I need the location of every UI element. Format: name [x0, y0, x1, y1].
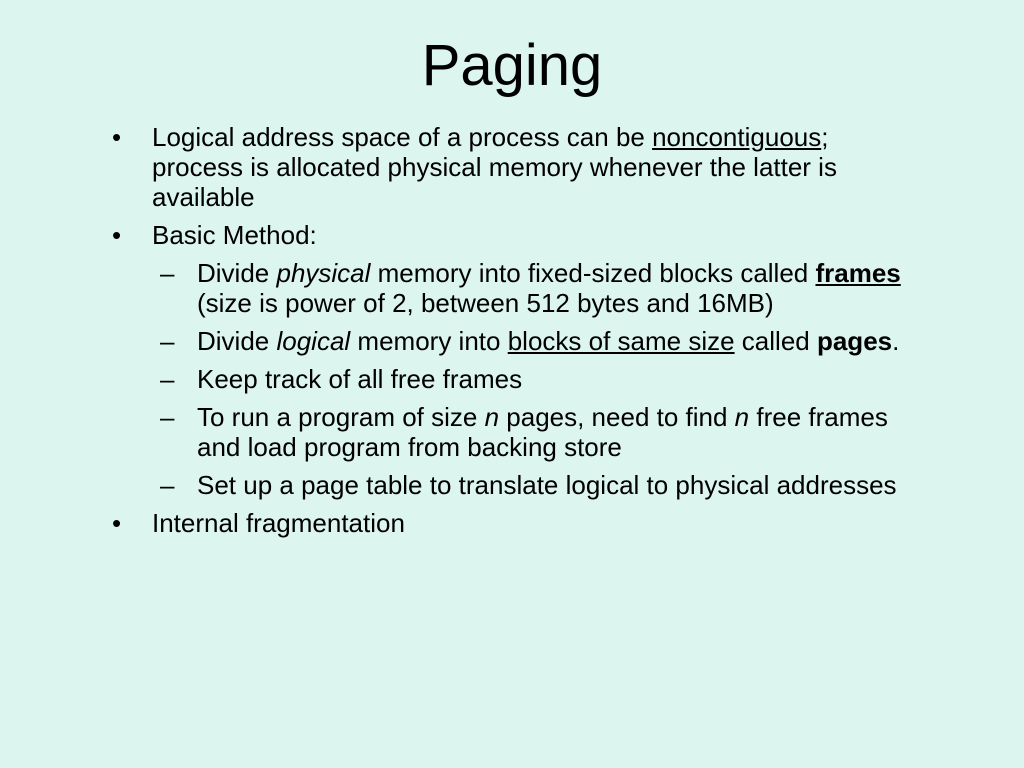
sub-bullet-text: Set up a page table to translate logical to physical addresses — [197, 470, 897, 500]
bullet-text: Logical address space of a process can be — [152, 122, 653, 152]
bold-term: pages — [816, 326, 893, 356]
sub-bullet-text: Divide — [197, 326, 277, 356]
sub-bullet-text: called — [734, 326, 817, 356]
sub-bullet-item — [112, 258, 902, 318]
sub-bullet-text: Divide — [197, 258, 277, 288]
bullet-marker: • — [112, 220, 122, 250]
underlined-term: blocks of same size — [507, 326, 735, 356]
dash-marker: – — [160, 326, 175, 356]
sub-bullet-text: memory into — [350, 326, 508, 356]
sub-bullet-item — [112, 326, 902, 356]
dash-marker: – — [160, 402, 175, 432]
sub-bullet-text: . — [892, 326, 900, 356]
bullet-marker: • — [112, 122, 122, 152]
sub-bullet-text: To run a program of size — [197, 402, 485, 432]
bullet-marker: • — [112, 508, 122, 538]
slide-title: Paging — [421, 33, 603, 98]
italic-term: logical — [276, 326, 351, 356]
dash-marker: – — [160, 364, 175, 394]
italic-term: n — [734, 402, 750, 432]
sub-bullet-text: pages, need to find — [499, 402, 735, 432]
sub-bullet-item — [112, 402, 902, 462]
underlined-term: noncontiguous — [652, 122, 822, 152]
sub-bullet-text: memory into fixed-sized blocks called — [370, 258, 816, 288]
sub-bullet-text: Keep track of all free frames — [197, 364, 523, 394]
sub-bullet-item — [112, 470, 902, 500]
bullet-text: ; process is allocated physical memory whenever the latter is available — [152, 122, 837, 212]
bullet-item — [112, 220, 902, 250]
italic-term: n — [484, 402, 500, 432]
sub-bullet-text: (size is power of 2, between 512 bytes and 16MB) — [197, 288, 774, 318]
bullet-item — [112, 508, 902, 538]
slide-content — [112, 122, 902, 546]
dash-marker: – — [160, 258, 175, 288]
sub-bullet-text: free frames and load program from backing store — [197, 402, 888, 462]
bullet-text: Basic Method: — [152, 220, 317, 250]
dash-marker: – — [160, 470, 175, 500]
italic-term: physical — [276, 258, 371, 288]
sub-bullet-item — [112, 364, 902, 394]
bullet-item — [112, 122, 902, 212]
bold-underlined-term: frames — [815, 258, 901, 288]
bullet-text: Internal fragmentation — [152, 508, 405, 538]
